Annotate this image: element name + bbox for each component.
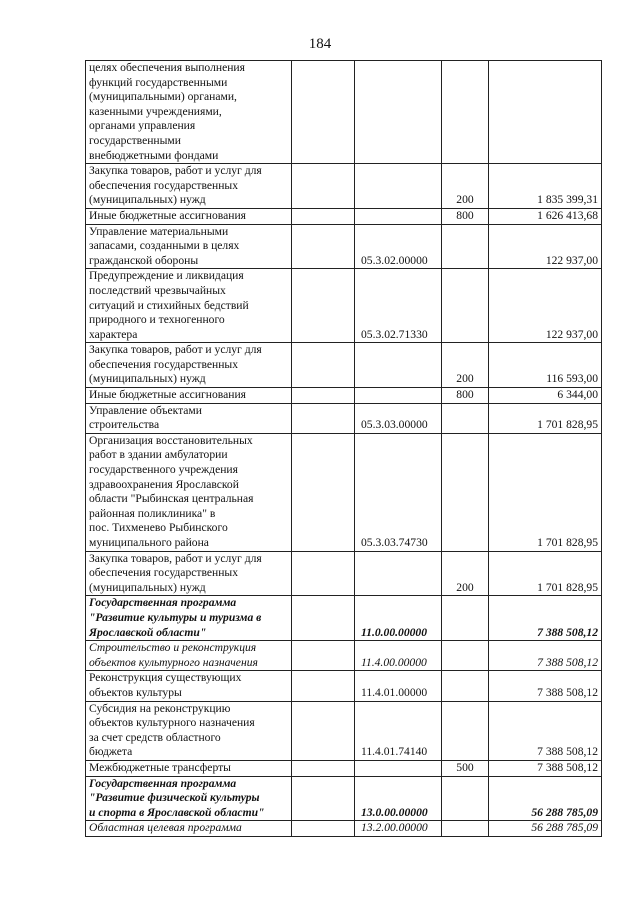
- row-type-cell: [442, 701, 489, 760]
- row-name-line: внебюджетными фондами: [89, 148, 219, 162]
- row-name-line: казенными учреждениями,: [89, 104, 222, 118]
- row-amount-cell: 7 388 508,12: [489, 701, 602, 760]
- row-code-cell: 05.3.03.74730: [355, 433, 442, 551]
- row-empty-cell: [292, 776, 355, 821]
- row-name-cell: [86, 760, 292, 776]
- row-name-cell: [86, 164, 292, 209]
- row-type-cell: [442, 433, 489, 551]
- row-empty-cell: [292, 164, 355, 209]
- row-name-line: "Развитие физической культуры: [89, 791, 260, 805]
- row-name-line: государственными: [89, 133, 181, 147]
- row-name-line: за счет средств областного: [89, 730, 221, 744]
- row-type-cell: [442, 224, 489, 269]
- row-name-cell: [86, 208, 292, 224]
- row-name-line: Управление объектами: [89, 403, 202, 417]
- row-empty-cell: [292, 388, 355, 404]
- row-amount-cell: [489, 61, 602, 164]
- row-name-cell: [86, 224, 292, 269]
- row-type-cell: 800: [442, 388, 489, 404]
- row-type-cell: 200: [442, 343, 489, 388]
- row-empty-cell: [292, 343, 355, 388]
- row-name-line: районная поликлиника" в: [89, 506, 216, 520]
- row-code-cell: 11.4.01.74140: [355, 701, 442, 760]
- row-name-line: Государственная программа: [89, 596, 237, 610]
- row-name-line: Иные бюджетные ассигнования: [89, 388, 246, 402]
- row-amount-cell: 122 937,00: [489, 224, 602, 269]
- row-type-cell: [442, 671, 489, 701]
- row-empty-cell: [292, 551, 355, 596]
- table-row: [86, 164, 602, 209]
- row-amount-cell: 7 388 508,12: [489, 596, 602, 641]
- row-code-cell: [355, 388, 442, 404]
- row-code-cell: 05.3.02.00000: [355, 224, 442, 269]
- row-empty-cell: [292, 224, 355, 269]
- row-type-cell: 800: [442, 208, 489, 224]
- row-type-cell: 500: [442, 760, 489, 776]
- table-row: [86, 641, 602, 671]
- row-type-cell: [442, 269, 489, 343]
- row-type-cell: [442, 61, 489, 164]
- row-name-line: Строительство и реконструкция: [89, 641, 257, 655]
- row-amount-cell: 1 701 828,95: [489, 551, 602, 596]
- row-name-line: Субсидия на реконструкцию: [89, 701, 231, 715]
- row-name-line: Организация восстановительных: [89, 433, 253, 447]
- budget-table: [85, 60, 602, 837]
- table-row: [86, 269, 602, 343]
- row-name-line: Предупреждение и ликвидация: [89, 269, 244, 283]
- row-type-cell: [442, 776, 489, 821]
- row-empty-cell: [292, 760, 355, 776]
- row-empty-cell: [292, 821, 355, 837]
- row-code-cell: [355, 208, 442, 224]
- row-name-line: Закупка товаров, работ и услуг для: [89, 551, 262, 565]
- table-row: [86, 776, 602, 821]
- table-row: [86, 208, 602, 224]
- row-name-cell: [86, 403, 292, 433]
- row-empty-cell: [292, 208, 355, 224]
- row-name-cell: [86, 433, 292, 551]
- row-empty-cell: [292, 61, 355, 164]
- row-code-cell: 13.0.00.00000: [355, 776, 442, 821]
- row-name-line: Закупка товаров, работ и услуг для: [89, 164, 262, 178]
- row-empty-cell: [292, 596, 355, 641]
- row-empty-cell: [292, 433, 355, 551]
- row-name-line: целях обеспечения выполнения: [89, 61, 245, 74]
- row-code-cell: 11.4.00.00000: [355, 641, 442, 671]
- row-name-cell: [86, 343, 292, 388]
- row-name-cell: [86, 61, 292, 164]
- row-name-line: последствий чрезвычайных: [89, 283, 226, 297]
- row-amount-cell: 7 388 508,12: [489, 641, 602, 671]
- row-name-line: Закупка товаров, работ и услуг для: [89, 343, 262, 357]
- row-type-cell: 200: [442, 164, 489, 209]
- row-name-cell: [86, 269, 292, 343]
- row-type-cell: [442, 403, 489, 433]
- row-empty-cell: [292, 269, 355, 343]
- table-row: [86, 760, 602, 776]
- row-name-line: Реконструкция существующих: [89, 671, 242, 685]
- table-row: [86, 433, 602, 551]
- row-name-cell: [86, 551, 292, 596]
- table-row: [86, 596, 602, 641]
- row-name-cell: [86, 821, 292, 837]
- row-amount-cell: 6 344,00: [489, 388, 602, 404]
- row-amount-cell: 1 626 413,68: [489, 208, 602, 224]
- row-empty-cell: [292, 701, 355, 760]
- row-name-line: (муниципальных) нужд: [89, 372, 206, 386]
- row-type-cell: [442, 821, 489, 837]
- budget-table-body: [86, 61, 602, 837]
- row-code-cell: 13.2.00.00000: [355, 821, 442, 837]
- row-name-cell: [86, 388, 292, 404]
- row-amount-cell: 122 937,00: [489, 269, 602, 343]
- row-name-line: Иные бюджетные ассигнования: [89, 208, 246, 222]
- table-row: [86, 821, 602, 837]
- row-name-line: здравоохранения Ярославской: [89, 477, 239, 491]
- table-row: [86, 551, 602, 596]
- row-name-line: (муниципальных) нужд: [89, 193, 206, 207]
- row-name-line: органами управления: [89, 119, 196, 133]
- row-type-cell: [442, 641, 489, 671]
- row-code-cell: 11.4.01.00000: [355, 671, 442, 701]
- row-name-line: работ в здании амбулатории: [89, 448, 228, 462]
- row-name-line: Государственная программа: [89, 776, 237, 790]
- row-name-line: Управление материальными: [89, 224, 229, 238]
- row-name-line: пос. Тихменево Рыбинского: [89, 521, 228, 535]
- row-amount-cell: 56 288 785,09: [489, 821, 602, 837]
- row-name-cell: [86, 596, 292, 641]
- row-amount-cell: 1 701 828,95: [489, 433, 602, 551]
- row-name-line: муниципального района: [89, 536, 209, 549]
- row-code-cell: 11.0.00.00000: [355, 596, 442, 641]
- row-name-line: Областная целевая программа: [89, 821, 242, 835]
- row-code-cell: [355, 164, 442, 209]
- row-name-line: "Развитие культуры и туризма в: [89, 610, 262, 624]
- row-name-line: строительства: [89, 418, 160, 432]
- row-empty-cell: [292, 403, 355, 433]
- row-amount-cell: 1 835 399,31: [489, 164, 602, 209]
- row-code-cell: 05.3.03.00000: [355, 403, 442, 433]
- row-name-line: обеспечения государственных: [89, 566, 239, 580]
- row-code-cell: [355, 760, 442, 776]
- row-name-line: и спорта в Ярославской области": [89, 805, 265, 819]
- page-number: 184: [308, 36, 332, 52]
- row-name-line: объектов культурного назначения: [89, 716, 255, 730]
- row-name-line: государственного учреждения: [89, 463, 238, 477]
- table-row: [86, 403, 602, 433]
- row-type-cell: 200: [442, 551, 489, 596]
- row-name-line: функций государственными: [89, 75, 228, 89]
- row-amount-cell: 1 701 828,95: [489, 403, 602, 433]
- row-name-line: обеспечения государственных: [89, 178, 239, 192]
- row-code-cell: [355, 551, 442, 596]
- row-amount-cell: 7 388 508,12: [489, 671, 602, 701]
- row-amount-cell: 7 388 508,12: [489, 760, 602, 776]
- table-row: [86, 343, 602, 388]
- row-name-line: Межбюджетные трансферты: [89, 760, 231, 774]
- row-name-cell: [86, 701, 292, 760]
- row-name-line: объектов культуры: [89, 685, 182, 699]
- row-name-line: характера: [89, 327, 138, 341]
- row-name-line: Ярославской области": [89, 625, 207, 639]
- row-name-line: ситуаций и стихийных бедствий: [89, 298, 249, 312]
- row-name-line: бюджета: [89, 745, 133, 759]
- row-name-line: (муниципальными) органами,: [89, 90, 237, 104]
- row-empty-cell: [292, 641, 355, 671]
- row-name-line: запасами, созданными в целях: [89, 239, 240, 253]
- row-name-cell: [86, 776, 292, 821]
- table-row: [86, 224, 602, 269]
- row-empty-cell: [292, 671, 355, 701]
- row-name-line: природного и техногенного: [89, 313, 225, 327]
- table-row: [86, 61, 602, 164]
- row-name-cell: [86, 671, 292, 701]
- row-name-line: объектов культурного назначения: [89, 655, 258, 669]
- row-name-line: (муниципальных) нужд: [89, 580, 206, 594]
- row-name-line: обеспечения государственных: [89, 357, 239, 371]
- row-code-cell: [355, 61, 442, 164]
- row-amount-cell: 116 593,00: [489, 343, 602, 388]
- table-row: [86, 701, 602, 760]
- row-name-cell: [86, 641, 292, 671]
- row-name-line: области "Рыбинская центральная: [89, 492, 254, 506]
- row-amount-cell: 56 288 785,09: [489, 776, 602, 821]
- table-row: [86, 671, 602, 701]
- row-name-line: гражданской обороны: [89, 253, 199, 267]
- row-type-cell: [442, 596, 489, 641]
- row-code-cell: [355, 343, 442, 388]
- table-row: [86, 388, 602, 404]
- row-code-cell: 05.3.02.71330: [355, 269, 442, 343]
